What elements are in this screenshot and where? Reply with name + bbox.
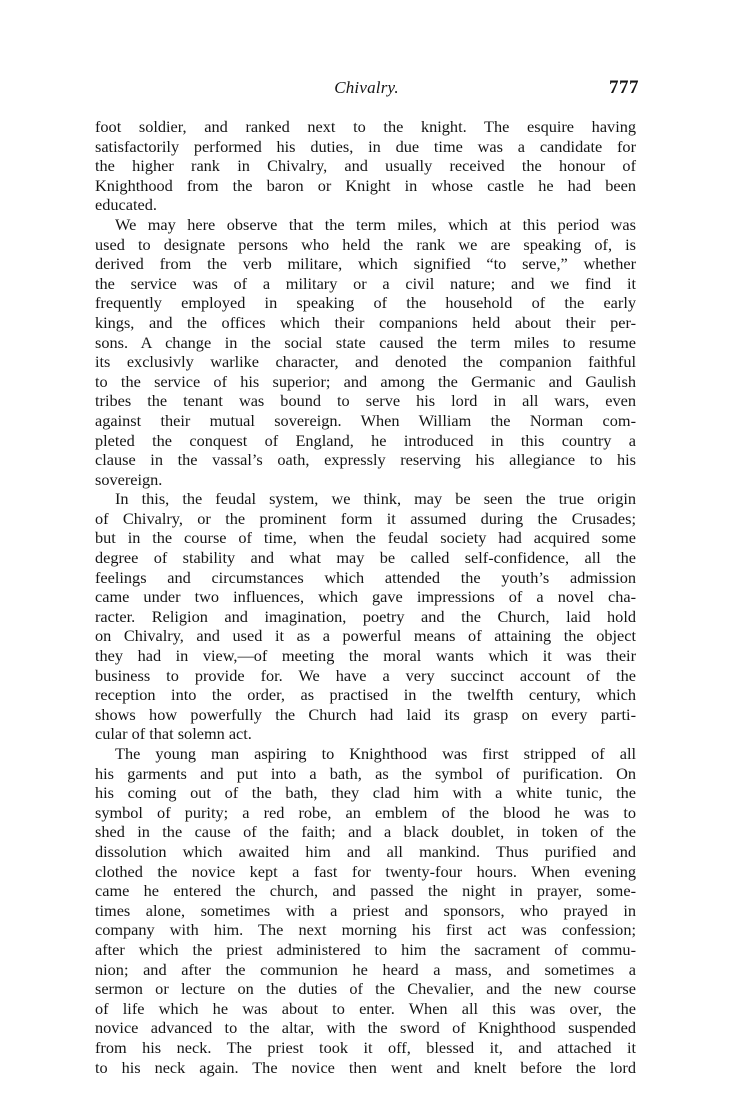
- text-line: degree of stability and what may be called self-confidence, all the: [95, 548, 636, 568]
- text-line: came he entered the church, and passed the night in prayer, some-: [95, 881, 636, 901]
- text-line: his garments and put into a bath, as the symbol of purification. On: [95, 763, 636, 783]
- text-line: cular of that solemn act.: [95, 724, 252, 744]
- text-line: shed in the cause of the faith; and a black doublet, in token of the: [95, 822, 636, 842]
- text-line: company with him. The next morning his first act was confession;: [95, 920, 636, 940]
- text-line: sovereign.: [95, 469, 163, 489]
- text-line: satisfactorily performed his duties, in due time was a candidate for: [95, 136, 636, 156]
- text-line: reception into the order, as practised in the twelfth century, which: [95, 685, 636, 705]
- text-line: clothed the novice kept a fast for twenty-four hours. When evening: [95, 861, 636, 881]
- text-line: novice advanced to the altar, with the sword of Knighthood suspended: [95, 1018, 636, 1038]
- text-line: clause in the vassal’s oath, expressly reserving his allegiance to his: [95, 450, 636, 470]
- text-line: his coming out of the bath, they clad him with a white tunic, the: [95, 783, 636, 803]
- text-line: times alone, sometimes with a priest and sponsors, who prayed in: [95, 900, 636, 920]
- running-head: [94, 78, 639, 100]
- paragraph-start-line: We may here observe that the term miles, which at this period was: [115, 214, 636, 234]
- paragraph-start-line: The young man aspiring to Knighthood was first stripped of all: [115, 744, 636, 763]
- text-line: sermon or lecture on the duties of the Chevalier, and the new course: [95, 979, 636, 999]
- text-line: business to provide for. We have a very succinct account of the: [95, 665, 636, 685]
- text-line: nion; and after the communion he heard a mass, and sometimes a: [95, 959, 636, 979]
- text-line: foot soldier, and ranked next to the knight. The esquire having: [95, 117, 636, 136]
- text-line: came under two influences, which gave impressions of a novel cha-: [95, 587, 636, 607]
- text-line: dissolution which awaited him and all mankind. Thus purified and: [95, 841, 636, 861]
- text-line: on Chivalry, and used it as a powerful means of attaining the object: [95, 626, 636, 646]
- text-line: shows how powerfully the Church had laid its grasp on every parti-: [95, 704, 636, 724]
- text-line: kings, and the offices which their companions held about their per-: [95, 312, 636, 332]
- text-line: but in the course of time, when the feudal society had acquired some: [95, 528, 636, 548]
- text-line: pleted the conquest of England, he introduced in this country a: [95, 430, 636, 450]
- text-line: the service was of a military or a civil nature; and we find it: [95, 273, 636, 293]
- text-line: racter. Religion and imagination, poetry and the Church, laid hold: [95, 606, 636, 626]
- text-line: its exclusivly warlike character, and denoted the companion faithful: [95, 352, 636, 372]
- text-line: against their mutual sovereign. When William the Norman com-: [95, 410, 636, 430]
- text-line: sons. A change in the social state caused the term miles to resume: [95, 332, 636, 352]
- text-line: used to designate persons who held the rank we are speaking of, is: [95, 234, 636, 254]
- text-line: educated.: [95, 195, 157, 215]
- text-line: of life which he was about to enter. When all this was over, the: [95, 998, 636, 1018]
- text-line: symbol of purity; a red robe, an emblem of the blood he was to: [95, 802, 636, 822]
- text-line: feelings and circumstances which attended the youth’s admission: [95, 567, 636, 587]
- text-line: after which the priest administered to him the sacrament of commu-: [95, 939, 636, 959]
- paragraph-start-line: In this, the feudal system, we think, may be seen the true origin: [115, 489, 636, 509]
- text-line: frequently employed in speaking of the household of the early: [95, 293, 636, 313]
- text-line: from his neck. The priest took it off, blessed it, and attached it: [95, 1037, 636, 1057]
- text-line: they had in view,—of meeting the moral wants which it was their: [95, 646, 636, 666]
- page-number: 777: [609, 77, 639, 98]
- text-line: the higher rank in Chivalry, and usually received the honour of: [95, 156, 636, 176]
- text-line: tribes the tenant was bound to serve his lord in all wars, even: [95, 391, 636, 411]
- body-text: [95, 117, 636, 1077]
- text-line: to his neck again. The novice then went and knelt before the lord: [95, 1057, 636, 1077]
- text-line: derived from the verb militare, which signified “to serve,” whether: [95, 254, 636, 274]
- text-line: of Chivalry, or the prominent form it assumed during the Crusades;: [95, 508, 636, 528]
- text-line: Knighthood from the baron or Knight in whose castle he had been: [95, 175, 636, 195]
- text-line: to the service of his superior; and among the Germanic and Gaulish: [95, 371, 636, 391]
- running-title: Chivalry.: [334, 78, 399, 97]
